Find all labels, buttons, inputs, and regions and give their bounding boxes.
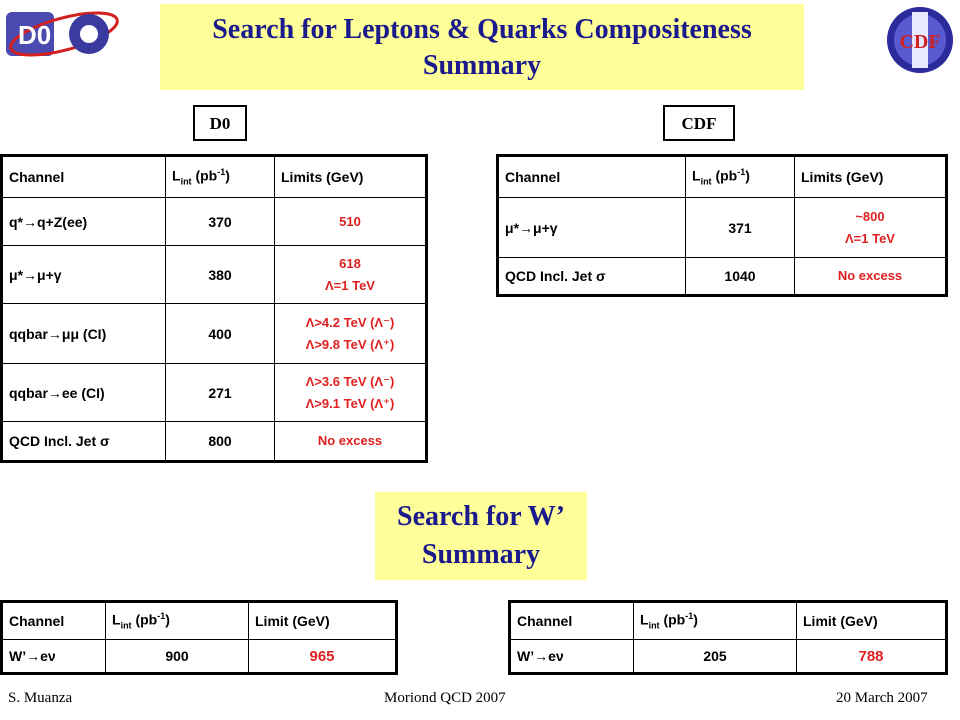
table-header-row xyxy=(510,602,947,640)
row-limit: 788 xyxy=(797,640,947,674)
row-channel: μ*→μ+γ xyxy=(498,198,686,258)
table-row xyxy=(2,246,427,304)
table-row xyxy=(2,364,427,422)
footer-date: 20 March 2007 xyxy=(836,690,928,706)
d0-table xyxy=(0,154,428,463)
d0-label: D0 xyxy=(193,105,247,141)
footer-author: S. Muanza xyxy=(8,690,73,706)
col-channel: Channel xyxy=(2,602,106,640)
d0-logo xyxy=(4,4,124,64)
row-limit: 510 xyxy=(275,198,427,246)
table-header-row xyxy=(2,602,397,640)
main-title-line1: Search for Leptons & Quarks Compositeness xyxy=(212,14,752,45)
row-lint: 371 xyxy=(686,198,795,258)
col-limits: Limits (GeV) xyxy=(275,156,427,198)
col-lint: $L_{int}$ $(pb^{-1})$ xyxy=(166,156,275,198)
w-cdf-table xyxy=(508,600,948,675)
row-channel: q*→q+Z(ee) xyxy=(2,198,166,246)
cdf-label: CDF xyxy=(663,105,735,141)
row-channel: μ*→μ+γ xyxy=(2,246,166,304)
row-limit: ~800 Λ=1 TeV xyxy=(795,198,947,258)
row-limit: Λ>3.6 TeV (Λ⁻) Λ>9.1 TeV (Λ⁺) xyxy=(275,364,427,422)
row-channel: qqbar→μμ (CI) xyxy=(2,304,166,364)
row-lint: 205 xyxy=(634,640,797,674)
row-channel: QCD Incl. Jet σ xyxy=(498,258,686,296)
row-lint: 900 xyxy=(106,640,249,674)
row-limit: No excess xyxy=(275,422,427,462)
col-limits: Limits (GeV) xyxy=(795,156,947,198)
row-channel: qqbar→ee (CI) xyxy=(2,364,166,422)
row-lint: 370 xyxy=(166,198,275,246)
w-title xyxy=(375,492,587,580)
footer-conference: Moriond QCD 2007 xyxy=(384,690,506,706)
row-limit: 965 xyxy=(249,640,397,674)
main-title xyxy=(160,4,804,90)
col-lint: $L_{int}$ $(pb^{-1})$ xyxy=(634,602,797,640)
cdf-logo xyxy=(884,4,956,76)
cdf-table xyxy=(496,154,948,297)
table-header-row xyxy=(498,156,947,198)
row-lint: 271 xyxy=(166,364,275,422)
table-row xyxy=(498,198,947,258)
row-lint: 800 xyxy=(166,422,275,462)
w-title-line1: Search for W’ xyxy=(397,501,565,532)
table-row xyxy=(2,422,427,462)
row-channel: W’→eν xyxy=(510,640,634,674)
col-lint: $L_{int}$ $(pb^{-1})$ xyxy=(686,156,795,198)
row-lint: 380 xyxy=(166,246,275,304)
main-title-line2: Summary xyxy=(422,50,542,81)
d0-logo-text: D0 xyxy=(18,20,52,50)
w-d0-table xyxy=(0,600,398,675)
row-limit: Λ>4.2 TeV (Λ⁻) Λ>9.8 TeV (Λ⁺) xyxy=(275,304,427,364)
col-channel: Channel xyxy=(510,602,634,640)
col-limit: Limit (GeV) xyxy=(249,602,397,640)
table-row xyxy=(2,640,397,674)
row-lint: 1040 xyxy=(686,258,795,296)
row-limit: 618 Λ=1 TeV xyxy=(275,246,427,304)
table-header-row xyxy=(2,156,427,198)
col-lint: $L_{int}$ $(pb^{-1})$ xyxy=(106,602,249,640)
cdf-logo-text: CDF xyxy=(899,31,941,53)
table-row xyxy=(2,304,427,364)
row-channel: QCD Incl. Jet σ xyxy=(2,422,166,462)
col-channel: Channel xyxy=(498,156,686,198)
row-lint: 400 xyxy=(166,304,275,364)
col-limit: Limit (GeV) xyxy=(797,602,947,640)
row-channel: W’→eν xyxy=(2,640,106,674)
w-title-line2: Summary xyxy=(421,539,541,570)
table-row xyxy=(2,198,427,246)
table-row xyxy=(498,258,947,296)
table-row xyxy=(510,640,947,674)
row-limit: No excess xyxy=(795,258,947,296)
col-channel: Channel xyxy=(2,156,166,198)
